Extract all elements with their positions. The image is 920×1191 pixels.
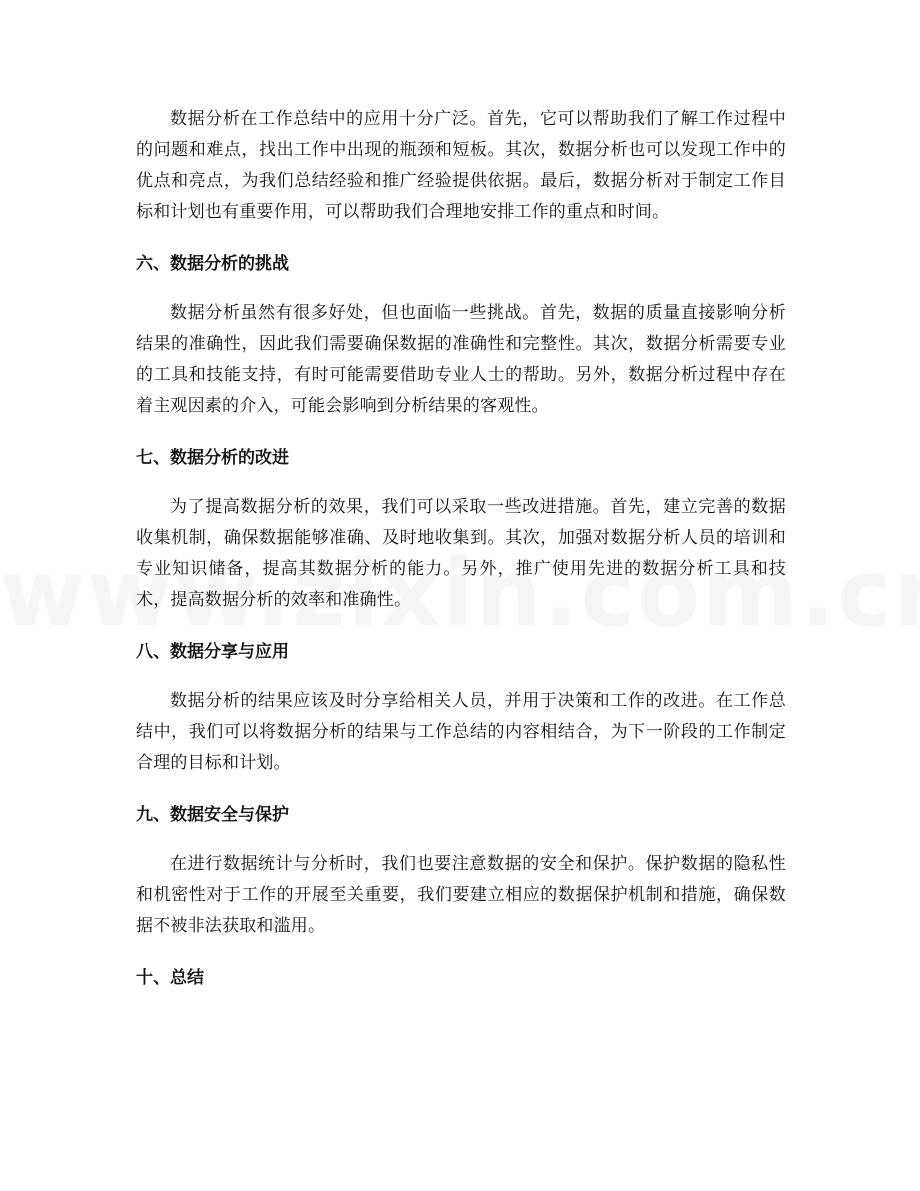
section-paragraph-security: 在进行数据统计与分析时，我们也要注意数据的安全和保护。保护数据的隐私性和机密性对于工作的开展至关重要，我们要建立相应的数据保护机制和措施，确保数据不被非法获取和滥用。	[136, 854, 786, 936]
section-paragraph-challenges: 数据分析虽然有很多好处，但也面临一些挑战。首先，数据的质量直接影响分析结果的准确性，因此我们需要确保数据的准确性和完整性。其次，数据分析需要专业的工具和技能支持，有时可能需要借助专业人士的帮助。另外，数据分析过程中存在着主观因素的介入，可能会影响到分析结果的客观性。	[136, 303, 786, 416]
section-heading-improvement: 七、数据分析的改进	[136, 448, 289, 468]
section-heading-challenges: 六、数据分析的挑战	[136, 254, 289, 274]
section-paragraph-sharing: 数据分析的结果应该及时分享给相关人员，并用于决策和工作的改进。在工作总结中，我们可以将数据分析的结果与工作总结的内容相结合，为下一阶段的工作制定合理的目标和计划。	[136, 691, 786, 773]
intro-paragraph: 数据分析在工作总结中的应用十分广泛。首先，它可以帮助我们了解工作过程中的问题和难点，找出工作中出现的瓶颈和短板。其次，数据分析也可以发现工作中的优点和亮点，为我们总结经验和推广经验提供依据。最后，数据分析对于制定工作目标和计划也有重要作用，可以帮助我们合理地安排工作的重点和时间。	[136, 109, 786, 222]
document-body	[136, 104, 786, 992]
section-heading-sharing: 八、数据分享与应用	[136, 642, 289, 662]
section-heading-summary: 十、总结	[136, 968, 204, 988]
section-heading-security: 九、数据安全与保护	[136, 805, 289, 825]
section-paragraph-improvement: 为了提高数据分析的效果，我们可以采取一些改进措施。首先，建立完善的数据收集机制，确保数据能够准确、及时地收集到。其次，加强对数据分析人员的培训和专业知识储备，提高其数据分析的能力。另外，推广使用先进的数据分析工具和技术，提高数据分析的效率和准确性。	[136, 497, 786, 610]
